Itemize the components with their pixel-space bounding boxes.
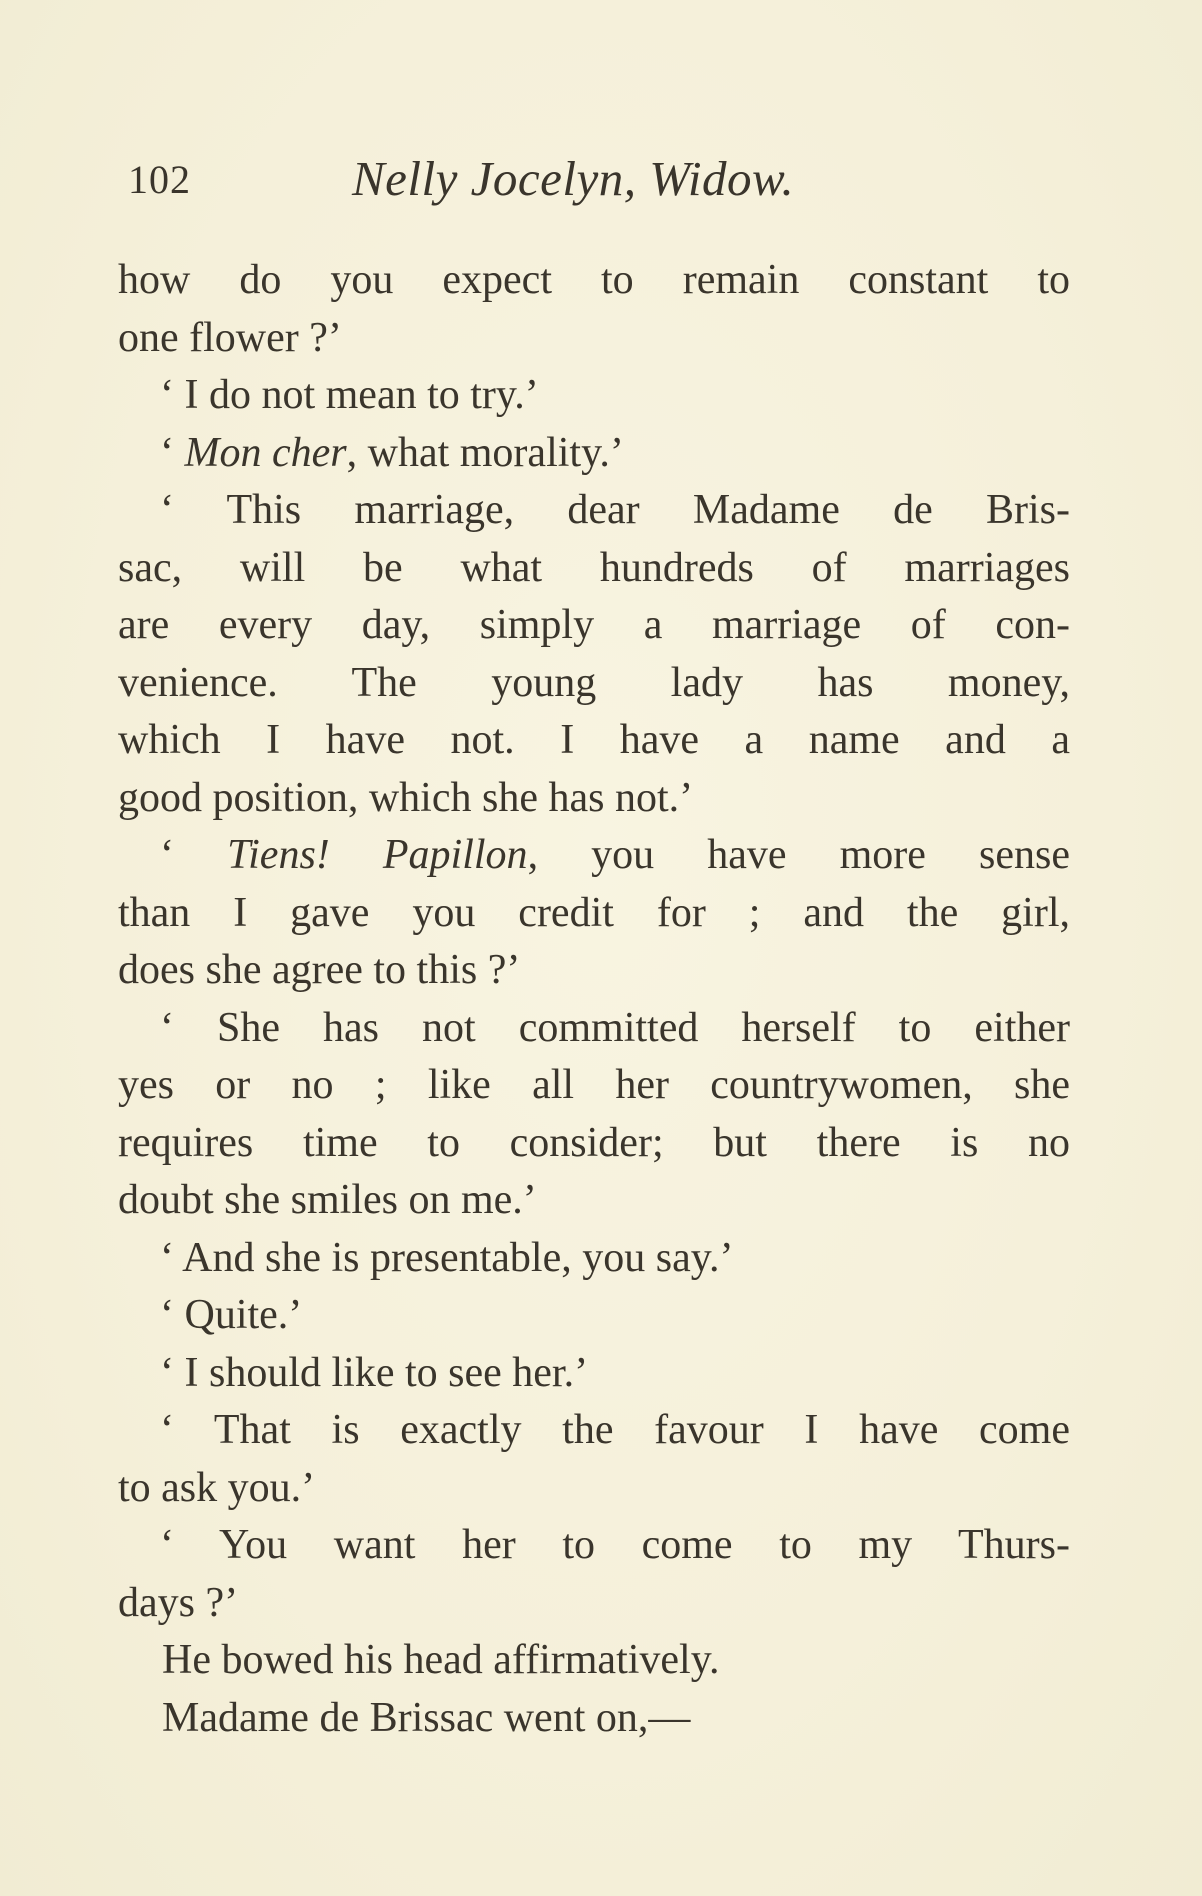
text-line: ‘ And she is presentable, you say.’ [160, 1234, 734, 1281]
text-line: ‘ You want her to come to my Thurs- [160, 1522, 1070, 1568]
text-line: doubt she smiles on me.’ [118, 1177, 537, 1223]
text-line: to ask you.’ [118, 1464, 316, 1511]
text-line: ‘ This marriage, dear Madame de Bris- [160, 487, 1070, 533]
text-line: He bowed his head affirmatively. [162, 1637, 720, 1683]
body-text [118, 252, 1070, 1747]
text-line: ‘ Tiens! Papillon, you have more sense [160, 832, 1070, 878]
italic-phrase: Mon cher [184, 429, 347, 476]
text-line: ‘ I should like to see her.’ [160, 1349, 589, 1396]
text-line: yes or no ; like all her countrywomen, she [118, 1062, 1070, 1108]
text-line: which I have not. I have a name and a [118, 717, 1070, 763]
text-line: than I gave you credit for ; and the girl, [118, 889, 1070, 936]
text-line: ‘ I do not mean to try.’ [160, 372, 539, 418]
text-line: ‘ She has not committed herself to either [160, 1004, 1070, 1051]
text-line: sac, will be what hundreds of marriages [118, 544, 1070, 591]
text-line: are every day, simply a marriage of con- [118, 602, 1070, 648]
text-line: ‘ Mon cher, what morality.’ [160, 429, 624, 476]
text-line: good position, which she has not.’ [118, 774, 694, 821]
text-line: requires time to consider; but there is no [118, 1119, 1070, 1166]
text-line: does she agree to this ?’ [118, 947, 521, 993]
page-number: 102 [128, 157, 191, 202]
text-line: ‘ Quite.’ [160, 1292, 303, 1338]
text-line: venience. The young lady has money, [118, 659, 1070, 706]
text-line: one flower ?’ [118, 314, 342, 361]
italic-phrase: Papillon [382, 832, 528, 878]
text-line: Madame de Brissac went on,— [162, 1694, 691, 1741]
italic-phrase: Tiens! [227, 832, 330, 878]
page-header [128, 150, 1028, 220]
running-title: Nelly Jocelyn, Widow. [352, 151, 795, 206]
text-line: ‘ That is exactly the favour I have come [160, 1407, 1070, 1453]
text-line: days ?’ [118, 1579, 239, 1626]
text-line: how do you expect to remain constant to [118, 257, 1070, 303]
